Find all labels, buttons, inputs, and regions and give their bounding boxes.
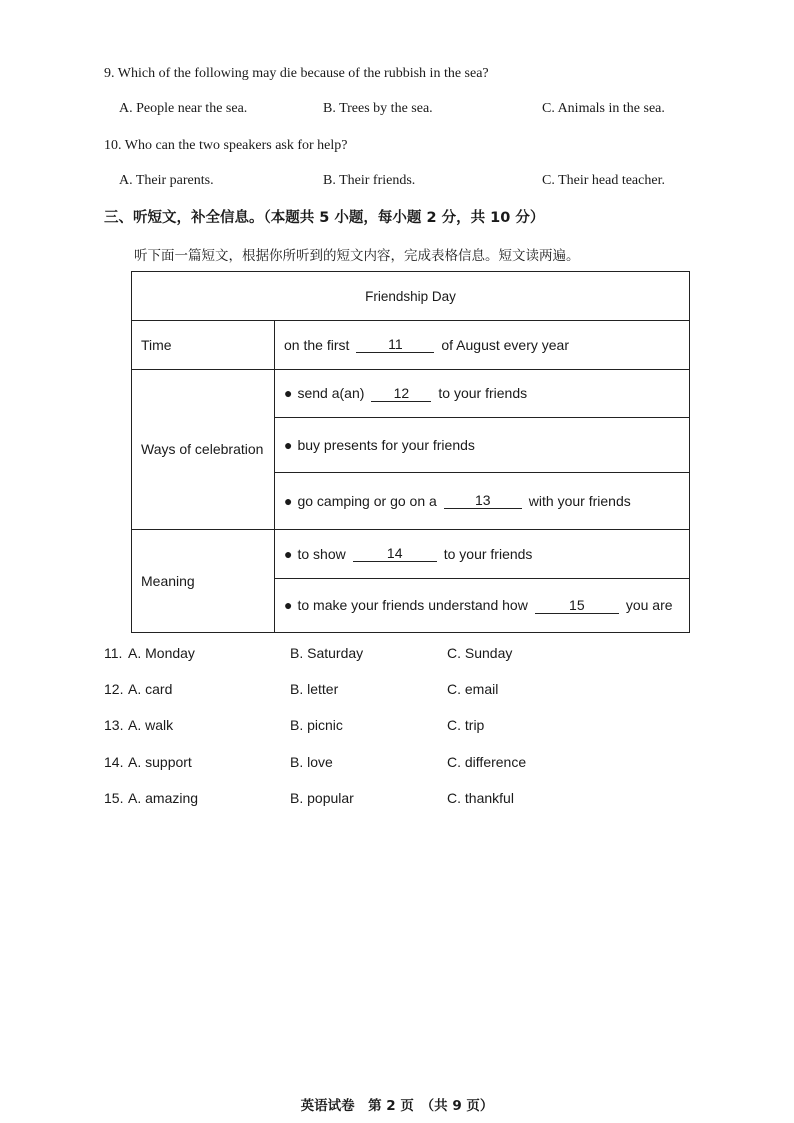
answer-12-option-a: A. card bbox=[128, 681, 173, 697]
answer-15-option-b: B. popular bbox=[290, 790, 354, 806]
answer-14-option-a: A. support bbox=[128, 754, 192, 770]
answer-11-option-a: A. Monday bbox=[128, 645, 195, 661]
ways-cell-3: ● go camping or go on a 13 with your friends bbox=[284, 492, 631, 509]
bullet-icon: ● bbox=[284, 492, 293, 509]
blank-12: 12 bbox=[371, 385, 431, 402]
answer-14-number: 14. bbox=[104, 754, 124, 770]
question-10-option-b: B. Their friends. bbox=[323, 173, 416, 188]
answer-14-option-b: B. love bbox=[290, 754, 333, 770]
answer-12-number: 12. bbox=[104, 681, 124, 697]
bullet-icon: ● bbox=[284, 436, 293, 453]
question-9-option-a: A. People near the sea. bbox=[119, 101, 248, 116]
question-10-option-a: A. Their parents. bbox=[119, 173, 214, 188]
ways-cell-2: ● buy presents for your friends bbox=[284, 436, 475, 453]
answer-15-number: 15. bbox=[104, 790, 124, 806]
question-9-stem: 9. Which of the following may die because of the rubbish in the sea? bbox=[104, 66, 489, 81]
answer-15-option-c: C. thankful bbox=[447, 790, 514, 806]
answer-15-option-a: A. amazing bbox=[128, 790, 199, 806]
meaning-cell-1: ● to show 14 to your friends bbox=[284, 545, 533, 562]
bullet-icon: ● bbox=[284, 597, 293, 613]
friendship-day-table bbox=[131, 271, 690, 633]
question-10-stem: 10. Who can the two speakers ask for help? bbox=[104, 138, 348, 153]
ways-label: Ways of celebration bbox=[132, 369, 275, 529]
table-title: Friendship Day bbox=[132, 272, 689, 321]
blank-13: 13 bbox=[444, 492, 522, 509]
answer-13-option-a: A. walk bbox=[128, 717, 174, 733]
answer-14-option-c: C. difference bbox=[447, 754, 527, 770]
answer-12-option-c: C. email bbox=[447, 681, 499, 697]
answer-11-number: 11. bbox=[104, 645, 123, 661]
question-10-option-c: C. Their head teacher. bbox=[542, 173, 665, 188]
ways-cell-1: ● send a(an) 12 to your friends bbox=[284, 384, 528, 401]
page-footer: 英语试卷 第 2 页 （共 9 页） bbox=[300, 1098, 494, 1114]
blank-15: 15 bbox=[535, 597, 619, 614]
answer-13-number: 13. bbox=[104, 717, 124, 733]
bullet-icon: ● bbox=[284, 545, 293, 562]
answer-11-option-b: B. Saturday bbox=[290, 645, 364, 661]
answer-11-option-c: C. Sunday bbox=[447, 645, 513, 661]
time-label: Time bbox=[132, 320, 275, 369]
time-cell: on the first 11 of August every year bbox=[284, 336, 570, 353]
question-9-option-c: C. Animals in the sea. bbox=[542, 101, 665, 116]
meaning-label: Meaning bbox=[132, 529, 275, 632]
section-3-heading: 三、听短文，补全信息。（本题共 5 小题，每小题 2 分，共 10 分） bbox=[104, 210, 545, 226]
bullet-icon: ● bbox=[284, 385, 293, 401]
answer-13-option-c: C. trip bbox=[447, 717, 485, 733]
meaning-cell-2: ● to make your friends understand how 15 you are bbox=[284, 596, 673, 613]
blank-14: 14 bbox=[353, 545, 437, 562]
blank-11: 11 bbox=[356, 336, 434, 353]
answer-13-option-b: B. picnic bbox=[290, 717, 343, 733]
question-9-option-b: B. Trees by the sea. bbox=[323, 101, 433, 116]
section-3-instruction: 听下面一篇短文，根据你所听到的短文内容，完成表格信息。短文读两遍。 bbox=[134, 248, 580, 264]
answer-12-option-b: B. letter bbox=[290, 681, 339, 697]
